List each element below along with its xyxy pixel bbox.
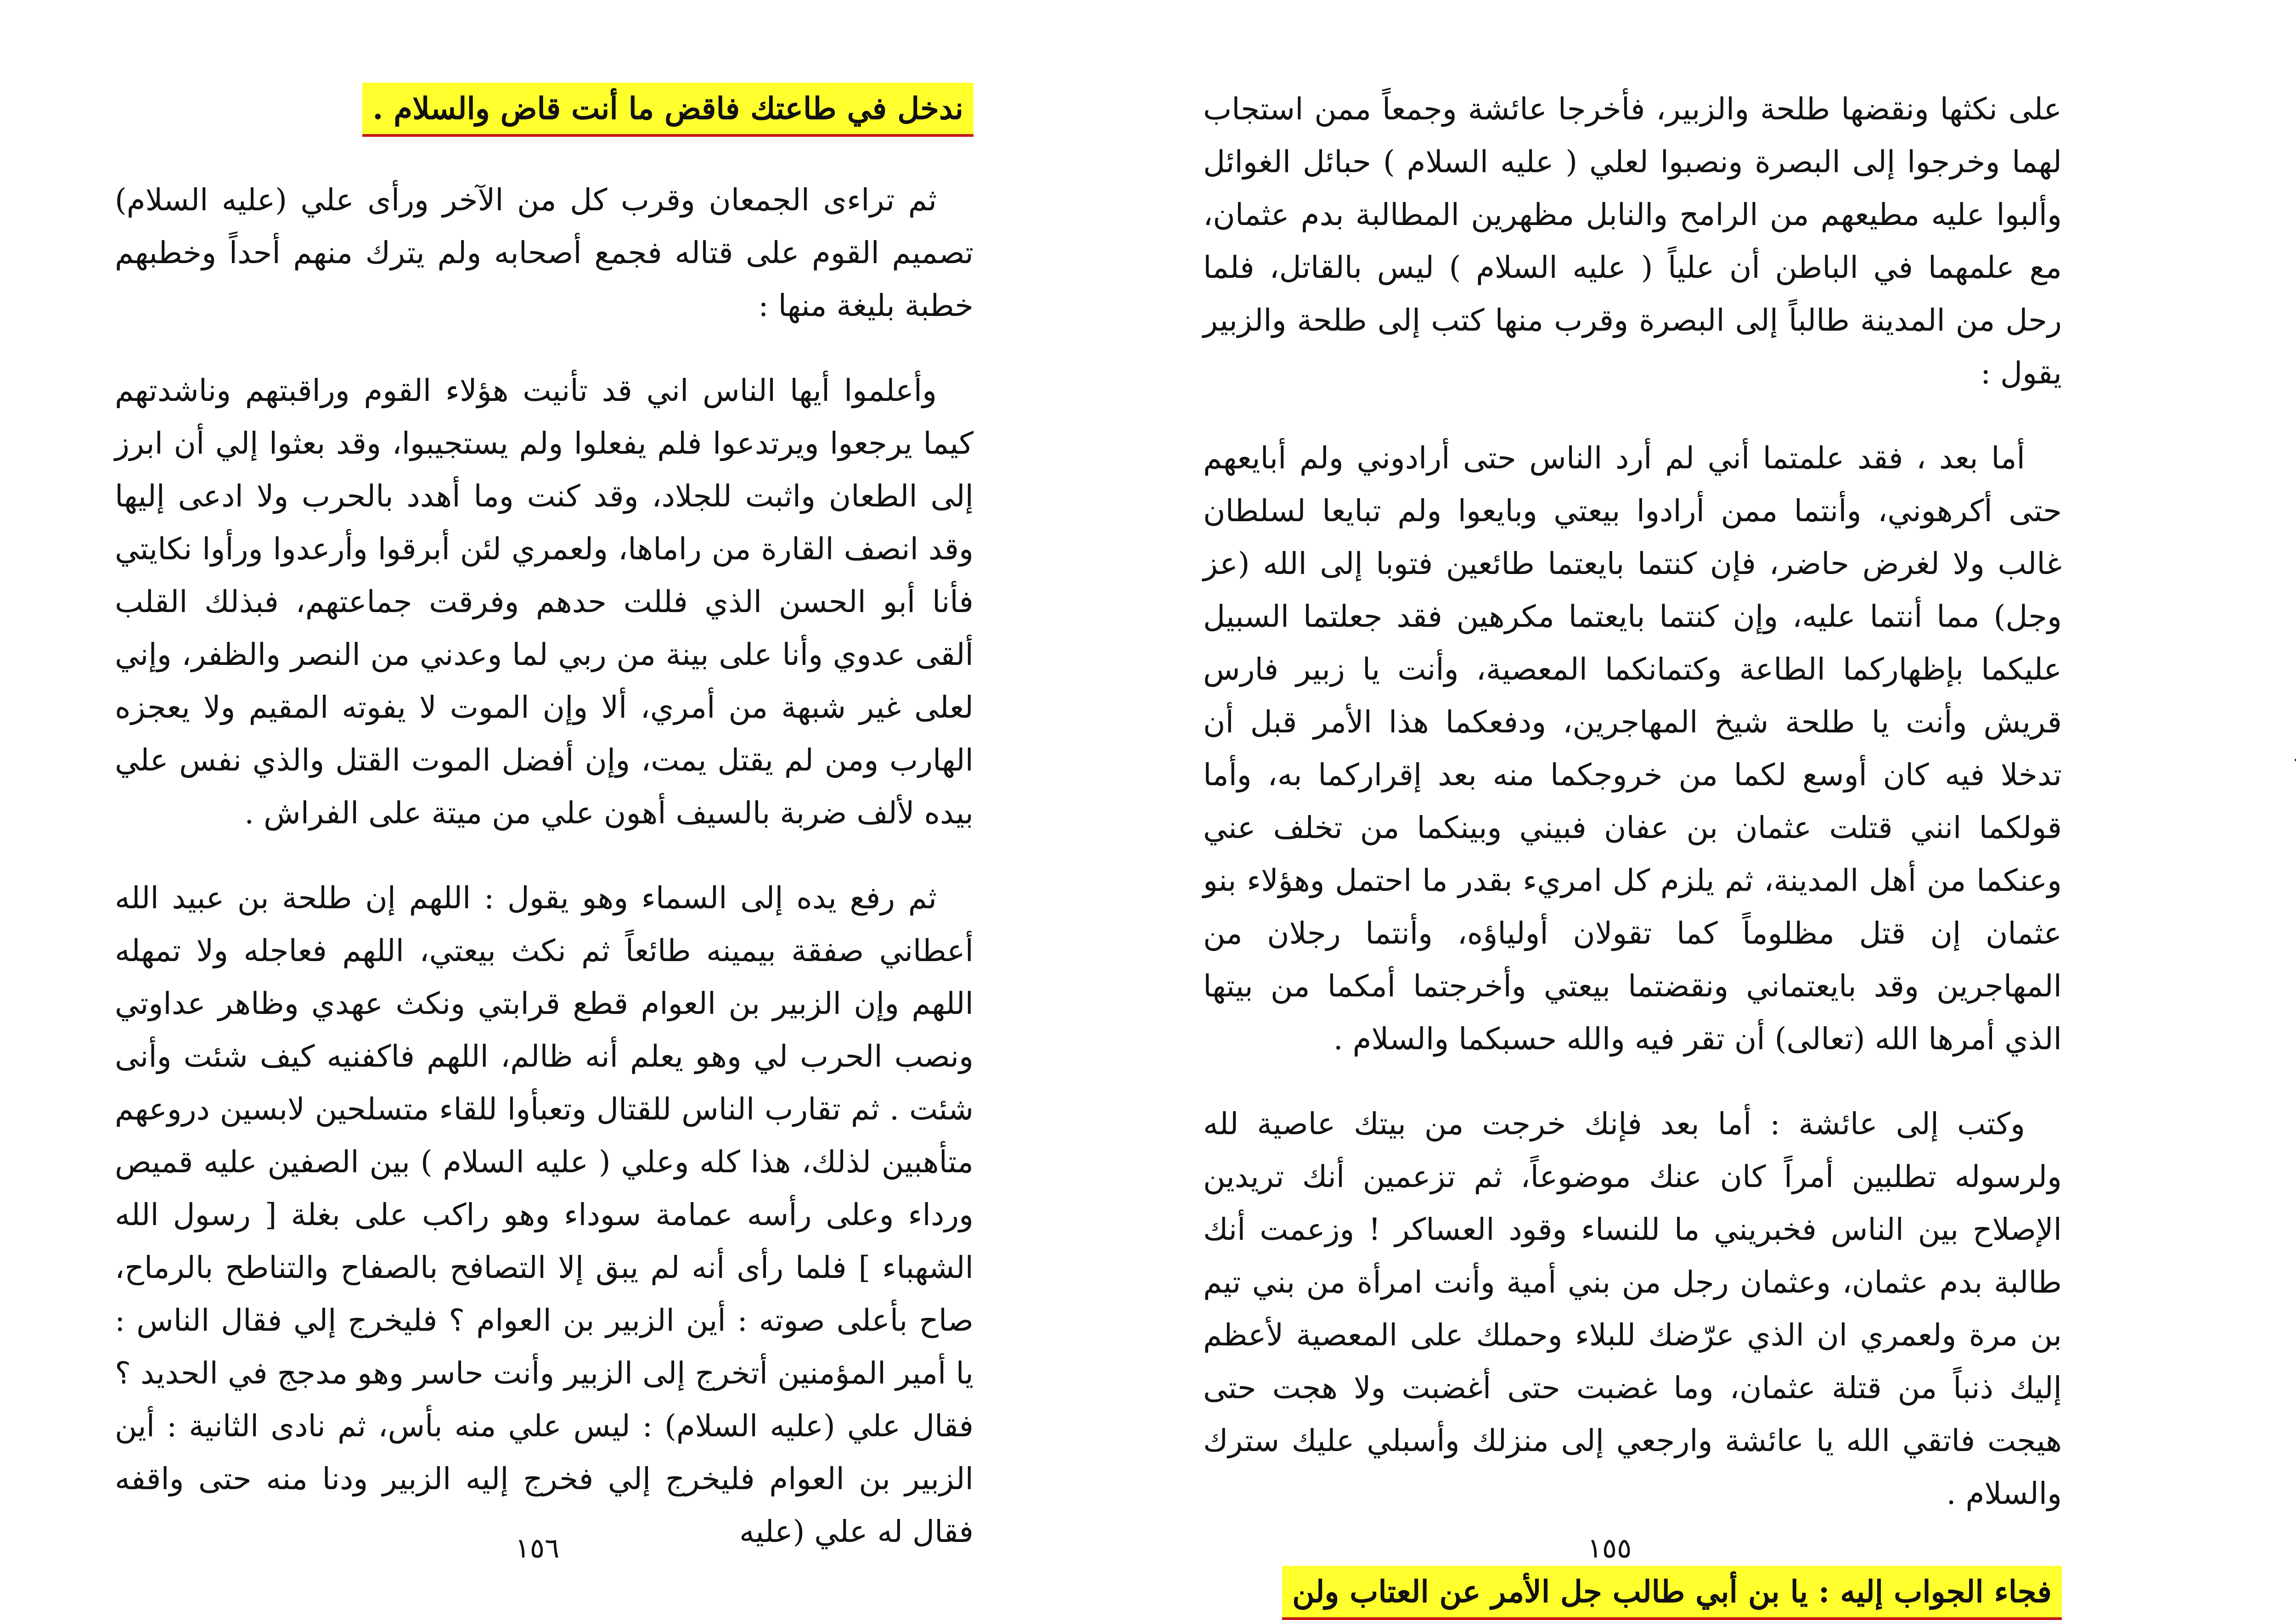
page-number: ١٥٥ bbox=[1587, 1532, 1632, 1564]
paragraph-1: ثم تراءى الجمعان وقرب كل من الآخر ورأى علي (عليه السلام) تصميم القوم على قتاله فجمع أصحابه ولم يترك منهم أحداً وخطبهم خطبة بليغة منها : bbox=[115, 182, 974, 323]
paragraph-2: أما بعد ، فقد علمتما أني لم أرد الناس حتى أرادوني ولم أبايعهم حتى أكرهوني، وأنتما ممن أرادوا بيعتي وبايعوا ولم تبايعا لسلطان غالب ولا لغرض حاضر، فإن كنتما بايعتما طائعين فتوبا إلى الله (عز وجل) مما أنتما عليه، وإن كنتما بايعتما مكرهين فقد جعلتما السبيل عليكما بإظهاركما الطاعة وكتمانكما المعصية، وأنت يا زبير فارس قريش وأنت يا طلحة شيخ المهاجرين، ودفعكما هذا الأمر قبل أن تدخلا فيه كان أوسع لكما من خروجكما منه بعد إقراركما به، وأما قولكما انني قتلت عثمان بن عفان فبيني وبينكما من تخلف عني وعنكما من أهل المدينة، ثم يلزم كل امريء بقدر ما احتمل وهؤلاء بنو عثمان إن قتل مظلوماً كما تقولان أولياؤه، وأنتما رجلان من المهاجرين وقد بايعتماني ونقضتما بيعتي وأخرجتما أمكما من بيتها الذي أمرها الله (تعالى) أن تقر فيه والله حسبكما والسلام . bbox=[1203, 440, 2062, 1057]
paragraph-1: على نكثها ونقضها طلحة والزبير، فأخرجا عائشة وجمعاً ممن استجاب لهما وخرجوا إلى البصرة ونصبوا لعلي ( عليه السلام ) حبائل الغوائل وألبوا عليه مطيعهم من الرامح والنابل مظهرين المطالبة بدم عثمان، مع علمهما في الباطن أن علياً ( عليه السلام ) ليس بالقاتل، فلما رحل من المدينة طالباً إلى البصرة وقرب منها كتب إلى طلحة والزبير يقول : bbox=[1203, 91, 2062, 391]
author-line-1 bbox=[2255, 987, 2296, 1038]
author-line-3 bbox=[2255, 1088, 2296, 1139]
page-155 bbox=[1075, 0, 2144, 1609]
author-label bbox=[2144, 909, 2296, 950]
book-title bbox=[2282, 174, 2296, 794]
author-name bbox=[2255, 987, 2296, 1139]
text-column bbox=[1203, 83, 2062, 1620]
author-line-2 bbox=[2255, 1038, 2296, 1088]
title-tag bbox=[2282, 762, 2296, 794]
paragraph-3: وكتب إلى عائشة : أما بعد فإنك خرجت من بيتك عاصية لله ولرسوله تطلبين أمراً كان عنك موضوعاً، ثم تزعمين أنك تريدين الإصلاح بين الناس فخبريني ما للنساء وقود العساكر ! وزعمت أنك طالبة بدم عثمان، وعثمان رجل من بني أمية وأنت امرأة من بني تيم بن مرة ولعمري ان الذي عرّضك للبلاء وحملك على المعصية لأعظم إليك ذنباً من قتلة عثمان، وما غضبت حتى أغضبت ولا هجت حتى هيجت فاتقي الله يا عائشة وارجعي إلى منزلك وأسبلي عليك سترك والسلام . bbox=[1203, 1106, 2062, 1511]
page-number: ١٥٦ bbox=[515, 1532, 560, 1564]
highlight-marker: ندخل في طاعتك فاقض ما أنت قاض والسلام . bbox=[362, 83, 974, 137]
highlight-marker: فجاء الجواب إليه : يا بن أبي طالب جل الأمر عن العتاب ولن bbox=[1282, 1566, 2062, 1620]
paragraph-2: وأعلموا أيها الناس اني قد تأنيت هؤلاء القوم وراقبتهم وناشدتهم كيما يرجعوا ويرتدعوا فلم يفعلوا ولم يستجيبوا، وقد بعثوا إلي أن ابرز إلى الطعان واثبت للجلاد، وقد كنت وما أهدد بالحرب ولا ادعى إليها وقد انصف القارة من راماها، ولعمري لئن أبرقوا وأرعدوا ورأوا نكايتي فأنا أبو الحسن الذي فللت حدهم وفرقت جماعتهم، فبذلك القلب ألقى عدوي وأنا على بينة من ربي لما وعدني من النصر والظفر، وإني لعلى غير شبهة من أمري، ألا وإن الموت لا يفوته المقيم ولا يعجزه الهارب ومن لم يقتل يمت، وإن أفضل الموت القتل والذي نفس علي بيده لألف ضربة بالسيف أهون علي من ميتة على الفراش . bbox=[115, 373, 974, 831]
page-156 bbox=[0, 0, 1075, 1603]
title-line-1 bbox=[2282, 174, 2296, 450]
printed-label bbox=[2144, 1240, 2296, 1283]
title-page bbox=[2144, 0, 2296, 1603]
supervisor-signature bbox=[2144, 1332, 2296, 1395]
text-column bbox=[115, 83, 974, 1590]
paragraph-3: ثم رفع يده إلى السماء وهو يقول : اللهم إن طلحة بن عبيد الله أعطاني صفقة بيمينه طائعاً ثم نكث بيعتي، اللهم فعاجله ولا تمهله اللهم وإن الزبير بن العوام قطع قرابتي ونكث عهدي وظاهر عداوتي ونصب الحرب لي وهو يعلم أنه ظالم، اللهم فاكفنيه كيف شئت وأنى شئت . ثم تقارب الناس للقتال وتعبأوا للقاء متسلحين لابسين دروعهم متأهبين لذلك، هذا كله وعلي ( عليه السلام ) بين الصفين عليه قميص ورداء وعلى رأسه عمامة سوداء وهو راكب على بغلة [ رسول الله الشهباء ] فلما رأى أنه لم يبق إلا التصافح بالصفاح والتناطح بالرماح، صاح بأعلى صوته : أين الزبير بن العوام ؟ فليخرج إلي فقال الناس : يا أمير المؤمنين أتخرج إلى الزبير وأنت حاسر وهو مدجج في الحديد ؟ فقال علي (عليه السلام) : ليس علي منه بأس، ثم نادى الثانية : أين الزبير بن العوام فليخرج إلي فخرج إليه الزبير ودنا منه حتى واقفه فقال له علي (عليه bbox=[115, 880, 974, 1549]
highlighted-line-top bbox=[115, 83, 974, 174]
title-line-2 bbox=[2282, 459, 2296, 762]
